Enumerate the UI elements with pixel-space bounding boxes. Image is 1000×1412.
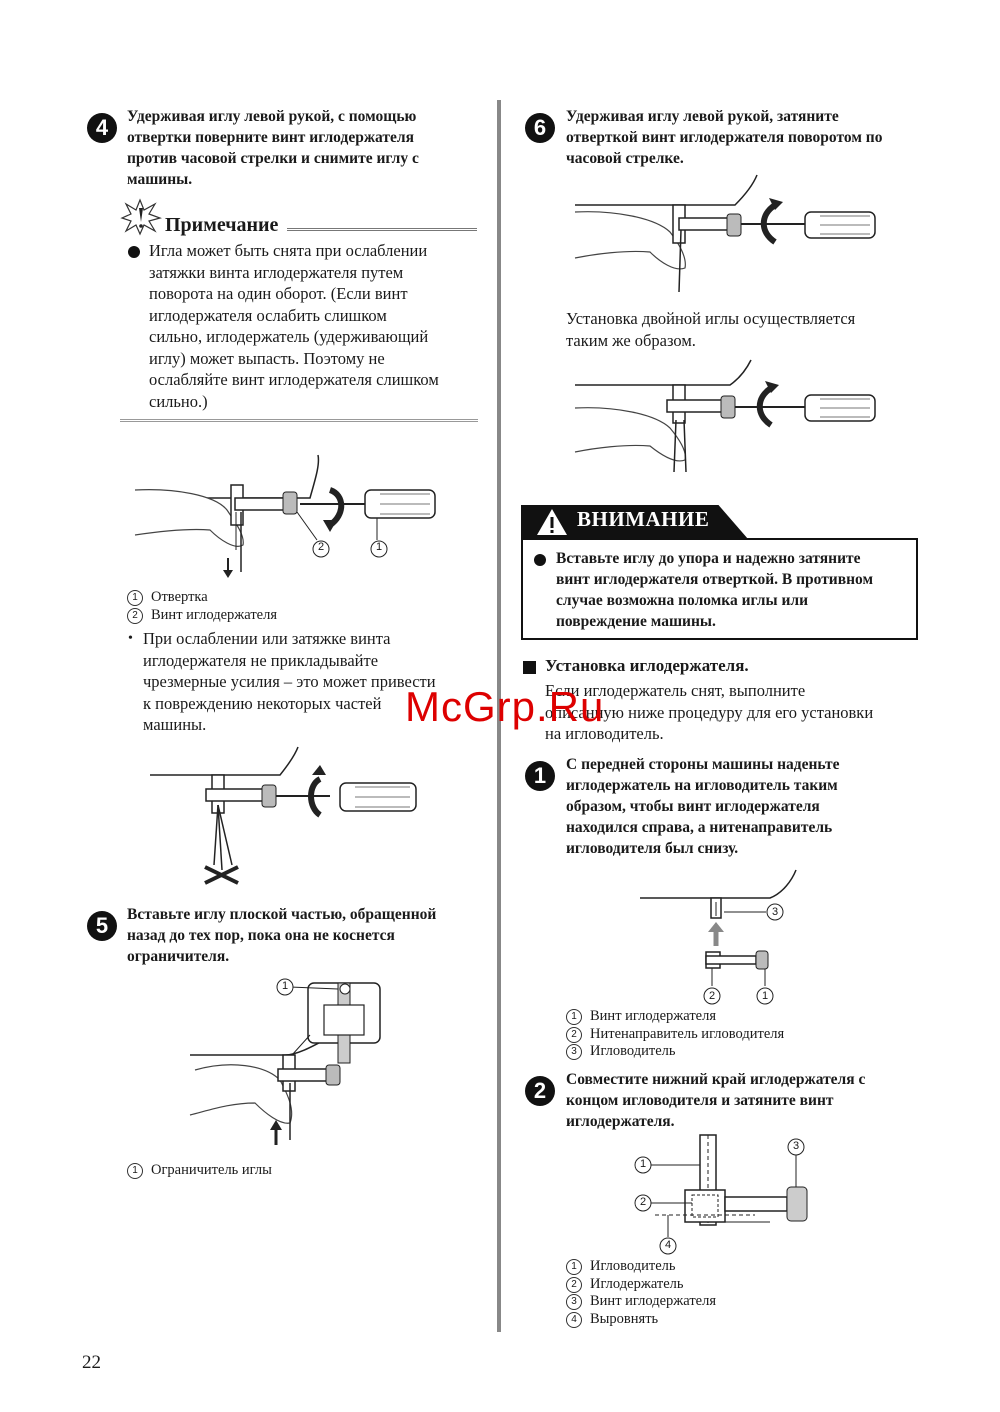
remove-needle-illustration bbox=[135, 450, 445, 585]
caption-item: 4 Выровнять bbox=[566, 1311, 906, 1329]
note-bottom-rule bbox=[120, 419, 478, 422]
note-header-rule bbox=[287, 228, 477, 231]
caption-item: 1 Винт иглодержателя bbox=[566, 1008, 906, 1026]
note-text: Игла может быть снята при ослаблении затяжки винта иглодержателя путем поворота на один оборот. (Если винт иглодержателя ослабить слишком сильно, иглодержатель (удерживающий иглу) может выпасть. Поэтому не ослабляйте винт иглодержателя слишком сильно.) bbox=[149, 241, 439, 411]
bullet-marker: • bbox=[128, 631, 133, 646]
step-2-badge: 2 bbox=[525, 1076, 555, 1106]
section-text: Если иглодержатель снят, выполните описанную ниже процедуру для его установки на игловодитель. bbox=[545, 681, 874, 743]
fig-r4-captions bbox=[566, 1258, 906, 1328]
fig1-captions bbox=[127, 589, 467, 624]
warning-text: Вставьте иглу до упора и надежно затяните винт иглодержателя отверткой. В противном случае возможна поломка иглы или повреждение машины. bbox=[556, 550, 874, 630]
fig-r3-callout-2: 2 bbox=[708, 990, 716, 1002]
watermark: McGrp.Ru bbox=[405, 683, 605, 730]
fig1-callout-1: 1 bbox=[375, 541, 383, 553]
caption-item: 2 Нитенаправитель игловодителя bbox=[566, 1026, 906, 1044]
fig-r3-callout-1: 1 bbox=[761, 990, 769, 1002]
step-5-text: Вставьте иглу плоской частью, обращенной назад до тех пор, пока она не коснется ограничителя. bbox=[127, 906, 437, 965]
step-6-badge: 6 bbox=[525, 113, 555, 143]
step-4-badge: 4 bbox=[87, 113, 117, 143]
fig-r4-callout-2: 2 bbox=[639, 1196, 647, 1208]
caption-item: 3 Винт иглодержателя bbox=[566, 1293, 906, 1311]
excess-force-illustration bbox=[150, 745, 425, 885]
needle-clamp-install-illustration bbox=[640, 868, 820, 1008]
warning-title: ВНИМАНИЕ bbox=[577, 507, 710, 531]
tighten-screw-illustration bbox=[575, 170, 885, 300]
fig3-callout-1: 1 bbox=[281, 980, 289, 992]
note-bullet-icon bbox=[128, 246, 140, 258]
page-number: 22 bbox=[82, 1352, 101, 1373]
fig-r4-callout-1: 1 bbox=[639, 1158, 647, 1170]
note-title: Примечание bbox=[165, 214, 279, 236]
section-title: Установка иглодержателя. bbox=[545, 656, 749, 675]
fig-r4-callout-4: 4 bbox=[664, 1239, 672, 1251]
note-icon bbox=[122, 198, 162, 234]
twin-needle-text: Установка двойной иглы осуществляется таким же образом. bbox=[566, 309, 856, 350]
step-6-text: Удерживая иглу левой рукой, затяните отверткой винт иглодержателя поворотом по часовой стрелке. bbox=[566, 108, 883, 167]
fig-r4-callout-3: 3 bbox=[792, 1140, 800, 1152]
caption-item: 3 Игловодитель bbox=[566, 1043, 906, 1061]
bullet-text: При ослаблении или затяжке винта иглодержателя не прикладывайте чрезмерные усилия – это может привести к повреждению некоторых частей машины. bbox=[143, 629, 436, 734]
step-1-text: С передней стороны машины наденьте иглодержатель на игловодитель таким образом, чтобы винт иглодержателя находился справа, а нитенаправитель игловодителя был снизу. bbox=[566, 756, 840, 857]
insert-needle-illustration bbox=[170, 975, 390, 1155]
warning-bullet-icon bbox=[534, 554, 546, 566]
warning-icon bbox=[536, 508, 568, 536]
fig1-callout-2: 2 bbox=[317, 541, 325, 553]
caption-item: 2 Иглодержатель bbox=[566, 1276, 906, 1294]
caption-item: 2 Винт иглодержателя bbox=[127, 607, 467, 625]
fig-r3-captions bbox=[566, 1008, 906, 1061]
step-1-badge: 1 bbox=[525, 761, 555, 791]
step-5-badge: 5 bbox=[87, 911, 117, 941]
fig3-caption: 1 Ограничитель иглы bbox=[127, 1162, 467, 1180]
fig-r3-callout-3: 3 bbox=[771, 906, 779, 918]
twin-needle-illustration bbox=[575, 360, 885, 480]
step-2-text: Совместите нижний край иглодержателя с концом игловодителя и затяните винт иглодержателя. bbox=[566, 1071, 866, 1130]
section-square-icon bbox=[523, 661, 536, 674]
step-4-text: Удерживая иглу левой рукой, с помощью отвертки поверните винт иглодержателя против часовой стрелки и снимите иглу с машины. bbox=[127, 108, 419, 188]
caption-item: 1 Отвертка bbox=[127, 589, 467, 607]
align-clamp-illustration bbox=[630, 1135, 820, 1260]
caption-item: 1 Игловодитель bbox=[566, 1258, 906, 1276]
